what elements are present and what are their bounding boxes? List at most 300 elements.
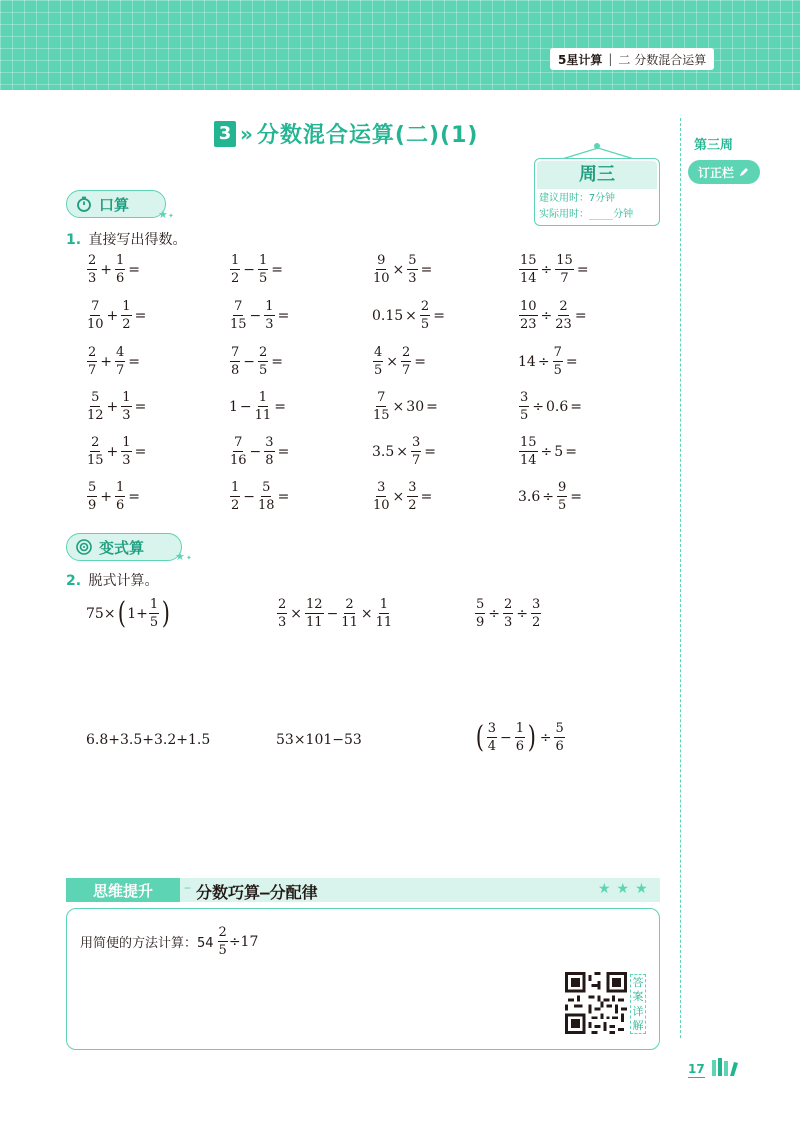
operator: + — [100, 261, 113, 278]
fraction — [519, 254, 538, 285]
denominator: 10 — [373, 498, 390, 513]
problem-6 — [474, 719, 566, 755]
numerator: 1 — [259, 253, 268, 268]
operator: × — [405, 307, 417, 324]
denominator: 18 — [258, 498, 275, 513]
denominator: 23 — [555, 317, 572, 332]
denominator: 3 — [265, 317, 274, 332]
denominator: 7 — [402, 363, 411, 378]
equals-sign: = — [134, 307, 147, 324]
question-1-text: 直接写出得数。 — [88, 232, 187, 248]
numerator: 9 — [558, 480, 567, 495]
unit-title: 二 分数混合运算 — [618, 52, 707, 67]
denominator: 23 — [520, 317, 537, 332]
numerator: 3 — [377, 480, 386, 495]
numerator: 3 — [532, 597, 541, 612]
oral-item — [229, 300, 291, 331]
denominator: 8 — [231, 363, 240, 378]
numerator: 7 — [234, 435, 243, 450]
operator: − — [243, 488, 256, 505]
fraction — [230, 254, 240, 285]
numerator: 12 — [306, 597, 323, 612]
oral-item — [229, 481, 291, 512]
fraction — [264, 436, 274, 467]
problem-4-text: 6.8+3.5+3.2+1.5 — [86, 732, 211, 748]
fraction — [373, 391, 390, 422]
numerator: 9 — [377, 253, 386, 268]
fraction — [515, 722, 525, 753]
oral-item — [86, 436, 148, 467]
fraction — [87, 436, 104, 467]
operator: + — [100, 353, 113, 370]
fraction — [87, 254, 97, 285]
equals-sign: = — [424, 443, 437, 460]
denominator: 6 — [116, 498, 125, 513]
equals-sign: = — [134, 443, 147, 460]
numerator: 5 — [555, 721, 564, 736]
oral-item — [86, 254, 142, 285]
lesson-title-text: 分数混合运算(二)(1) — [256, 123, 479, 148]
fraction — [531, 598, 541, 629]
numerator: 2 — [559, 299, 568, 314]
numerator: 2 — [88, 345, 97, 360]
numerator: 15 — [520, 253, 537, 268]
oral-item — [372, 391, 440, 422]
oral-item — [518, 254, 591, 285]
target-icon — [75, 538, 93, 556]
oral-item — [518, 391, 584, 422]
section-variant-pill — [66, 533, 182, 561]
equals-sign: = — [420, 261, 433, 278]
oral-item — [518, 346, 580, 377]
denominator: 9 — [88, 498, 97, 513]
oral-item — [372, 481, 434, 512]
whole-number: 30 — [406, 398, 425, 415]
problem-3 — [474, 598, 542, 629]
problem-5-text: 53×101−53 — [276, 732, 362, 748]
fraction — [121, 300, 131, 331]
qr-code-icon[interactable] — [565, 972, 627, 1034]
denominator: 6 — [116, 271, 125, 286]
fraction — [230, 436, 247, 467]
think-question-tail: ÷17 — [228, 933, 259, 950]
denominator: 12 — [87, 408, 104, 423]
section-oral-label: 口算 — [99, 195, 130, 214]
oral-item — [229, 346, 285, 377]
oral-item — [86, 481, 142, 512]
operator: ÷ — [537, 353, 550, 370]
denominator: 3 — [278, 615, 287, 630]
numerator: 5 — [88, 480, 97, 495]
fraction — [230, 481, 240, 512]
numerator: 7 — [553, 345, 562, 360]
problem-1 — [86, 595, 172, 631]
denominator: 5 — [420, 317, 430, 332]
numerator: 3 — [412, 435, 421, 450]
denominator: 2 — [408, 498, 417, 513]
think-tag — [66, 878, 180, 902]
fraction — [87, 481, 97, 512]
operator: × — [392, 488, 405, 505]
denominator: 7 — [116, 363, 125, 378]
denominator: 5 — [218, 943, 227, 958]
star-icon: ★ — [158, 208, 168, 221]
oral-item — [229, 254, 285, 285]
denominator: 8 — [265, 453, 274, 468]
fraction — [519, 436, 538, 467]
denominator: 5 — [553, 363, 562, 378]
equals-sign: = — [426, 398, 438, 415]
problem-4 — [86, 732, 210, 748]
problem-1-one: 1+ — [127, 605, 148, 622]
operator: + — [106, 307, 119, 324]
numerator: 2 — [402, 345, 411, 360]
denominator: 11 — [254, 408, 272, 423]
equals-sign: = — [565, 353, 578, 370]
operator: × — [392, 261, 405, 278]
oral-item — [372, 436, 438, 467]
numerator: 2 — [345, 597, 354, 612]
equals-sign: = — [271, 353, 284, 370]
equals-sign: = — [134, 398, 147, 415]
oral-item — [518, 481, 584, 512]
denominator: 5 — [374, 363, 383, 378]
week-label: 第三周 — [694, 138, 734, 153]
numerator: 4 — [116, 345, 125, 360]
numerator: 1 — [116, 480, 125, 495]
operator: × — [396, 443, 408, 460]
denominator: 2 — [532, 615, 541, 630]
denominator: 5 — [558, 498, 567, 513]
equals-sign: = — [576, 261, 589, 278]
fraction — [87, 391, 104, 422]
operator: × — [392, 398, 405, 415]
numerator: 3 — [520, 390, 529, 405]
numerator: 1 — [231, 480, 240, 495]
fraction — [230, 300, 247, 331]
equals-sign: = — [277, 443, 290, 460]
numerator: 2 — [259, 345, 268, 360]
fraction — [420, 300, 430, 331]
fraction — [87, 300, 104, 331]
oral-item — [229, 391, 288, 422]
problem-5 — [276, 732, 362, 748]
numerator: 1 — [258, 390, 268, 405]
page-number: 17 — [688, 1062, 705, 1076]
operator: − — [243, 261, 256, 278]
oral-item — [372, 254, 434, 285]
operator: − — [249, 443, 262, 460]
operator: ÷ — [516, 605, 529, 622]
fraction — [373, 481, 390, 512]
equals-sign: = — [274, 398, 286, 415]
numerator: 5 — [476, 597, 485, 612]
paren-right: ) — [161, 595, 171, 631]
denominator: 9 — [476, 615, 485, 630]
fraction — [115, 481, 125, 512]
equals-sign: = — [128, 353, 141, 370]
oral-item — [86, 391, 148, 422]
operator: × — [386, 353, 399, 370]
question-2-number: 2. — [66, 573, 82, 589]
fraction — [407, 481, 417, 512]
fraction — [407, 254, 417, 285]
numerator: 15 — [520, 435, 537, 450]
answer-detail-tag[interactable] — [630, 974, 646, 1034]
denominator: 3 — [504, 615, 513, 630]
numerator: 1 — [379, 597, 388, 612]
denominator: 2 — [231, 498, 240, 513]
numerator: 2 — [91, 435, 100, 450]
denominator: 3 — [408, 271, 417, 286]
denominator: 11 — [341, 615, 358, 630]
fraction — [277, 598, 287, 629]
denominator: 15 — [373, 408, 390, 423]
operator: ÷ — [540, 307, 553, 324]
numerator: 2 — [88, 253, 97, 268]
fraction — [218, 926, 228, 957]
operator: − — [500, 729, 512, 746]
fraction — [401, 346, 411, 377]
oral-item — [372, 346, 428, 377]
operator: ÷ — [539, 729, 552, 746]
correction-divider — [680, 118, 681, 1038]
correction-tag — [688, 160, 760, 184]
fraction — [255, 391, 272, 422]
denominator: 11 — [306, 615, 323, 630]
numerator: 1 — [122, 435, 131, 450]
denominator: 5 — [520, 408, 529, 423]
denominator: 3 — [122, 453, 131, 468]
equals-sign: = — [277, 488, 290, 505]
think-question-text: 用简便的方法计算：54 — [80, 936, 214, 951]
fraction — [121, 391, 131, 422]
equals-sign: = — [574, 307, 587, 324]
whole-number: 3.5 — [372, 443, 395, 460]
series-tag — [550, 48, 714, 70]
paren-right: ) — [527, 719, 536, 755]
problem-1-prefix: 75× — [86, 605, 116, 622]
answer-tag-char: 案 — [632, 990, 644, 1004]
fraction — [411, 436, 421, 467]
series-title: 5星计算 — [558, 52, 603, 67]
actual-time: 实际用时：____分钟 — [539, 209, 634, 220]
fraction — [149, 598, 159, 629]
operator: − — [239, 398, 252, 415]
operator: + — [100, 488, 113, 505]
equals-sign: = — [565, 443, 577, 460]
lesson-number: 3 — [214, 121, 236, 147]
oral-item — [372, 300, 447, 331]
equals-sign: = — [433, 307, 445, 324]
fraction — [258, 254, 268, 285]
numerator: 1 — [122, 299, 131, 314]
numerator: 3 — [487, 721, 496, 736]
denominator: 5 — [259, 363, 268, 378]
fraction — [376, 598, 393, 629]
denominator: 10 — [373, 271, 390, 286]
fraction — [341, 598, 358, 629]
equals-sign: = — [570, 488, 583, 505]
think-tag-label: 思维提升 — [92, 881, 153, 900]
denominator: 7 — [412, 453, 421, 468]
question-2-text: 脱式计算。 — [88, 573, 159, 589]
fraction — [87, 346, 97, 377]
whole-number: 14 — [518, 353, 536, 370]
fraction — [487, 722, 497, 753]
numerator: 1 — [149, 597, 159, 612]
denominator: 5 — [259, 271, 268, 286]
oral-item — [229, 436, 291, 467]
numerator: 2 — [420, 299, 430, 314]
operator: − — [326, 605, 339, 622]
correction-label: 订正栏 — [697, 165, 734, 180]
numerator: 2 — [218, 925, 227, 940]
fraction — [519, 391, 529, 422]
numerator: 1 — [122, 390, 131, 405]
star-icon: ✦ — [186, 554, 192, 562]
day-label: 周三 — [537, 161, 657, 189]
denominator: 14 — [520, 271, 537, 286]
operator: ÷ — [542, 488, 554, 505]
denominator: 10 — [87, 317, 104, 332]
numerator: 4 — [374, 345, 383, 360]
numerator: 7 — [231, 345, 240, 360]
operator: ÷ — [488, 605, 501, 622]
denominator: 5 — [149, 615, 159, 630]
denominator: 15 — [230, 317, 247, 332]
section-variant-label: 变式算 — [99, 538, 145, 557]
fraction — [258, 346, 268, 377]
oral-item — [518, 300, 589, 331]
fraction — [373, 346, 383, 377]
answer-tag-char: 答 — [632, 975, 644, 989]
answer-tag-char: 详 — [632, 1004, 644, 1018]
numerator: 1 — [231, 253, 240, 268]
equals-sign: = — [128, 488, 141, 505]
numerator: 1 — [116, 253, 125, 268]
paren-left: ( — [475, 719, 484, 755]
problem-2 — [276, 598, 393, 629]
fraction — [305, 598, 324, 629]
question-1-number: 1. — [66, 232, 82, 248]
numerator: 7 — [377, 390, 386, 405]
think-title: 分数巧算—分配律 — [196, 883, 318, 902]
operator: + — [106, 443, 119, 460]
fraction — [115, 254, 125, 285]
denominator: 2 — [231, 271, 240, 286]
fraction — [373, 254, 390, 285]
equals-sign: = — [570, 398, 583, 415]
denominator: 6 — [515, 739, 525, 754]
whole-number: 0.6 — [546, 398, 569, 415]
equals-sign: = — [414, 353, 427, 370]
operator: × — [360, 605, 373, 622]
series-separator: | — [608, 52, 613, 66]
whole-number: 3.6 — [518, 488, 541, 505]
denominator: 3 — [122, 408, 131, 423]
denominator: 7 — [560, 271, 569, 286]
whole-number: 1 — [229, 398, 238, 415]
denominator: 16 — [230, 453, 247, 468]
equals-sign: = — [271, 261, 284, 278]
stopwatch-icon — [75, 195, 93, 213]
oral-item — [518, 436, 579, 467]
operator: ÷ — [532, 398, 545, 415]
fraction — [503, 598, 513, 629]
header-band — [0, 0, 800, 90]
day-card — [534, 158, 660, 226]
operator: − — [243, 353, 256, 370]
fraction — [554, 722, 564, 753]
denominator: 7 — [88, 363, 97, 378]
denominator: 15 — [87, 453, 104, 468]
whole-number: 0.15 — [372, 307, 404, 324]
whole-number: 5 — [554, 443, 564, 460]
numerator: 5 — [91, 390, 100, 405]
oral-item — [86, 346, 142, 377]
numerator: 5 — [262, 480, 271, 495]
fraction — [475, 598, 485, 629]
think-question — [80, 926, 258, 957]
equals-sign: = — [277, 307, 290, 324]
think-dash: – — [184, 880, 191, 896]
denominator: 2 — [122, 317, 131, 332]
paren-left: ( — [117, 595, 126, 631]
section-oral-pill — [66, 190, 166, 218]
equals-sign: = — [420, 488, 433, 505]
numerator: 7 — [234, 299, 243, 314]
fraction — [115, 346, 125, 377]
question-1 — [66, 229, 187, 249]
fraction — [519, 300, 538, 331]
fraction — [230, 346, 240, 377]
fraction — [557, 481, 567, 512]
numerator: 5 — [408, 253, 417, 268]
numerator: 2 — [504, 597, 513, 612]
chevron-right-icon: » — [240, 121, 253, 146]
pencil-icon — [738, 166, 750, 178]
books-icon — [711, 1056, 739, 1076]
denominator: 3 — [88, 271, 97, 286]
fraction — [555, 300, 572, 331]
numerator: 7 — [91, 299, 100, 314]
numerator: 3 — [408, 480, 417, 495]
fraction — [258, 481, 275, 512]
fraction — [121, 436, 131, 467]
question-2 — [66, 570, 159, 590]
denominator: 14 — [520, 453, 537, 468]
operator: + — [106, 398, 119, 415]
denominator: 6 — [555, 739, 564, 754]
numerator: 2 — [278, 597, 287, 612]
operator: × — [290, 605, 303, 622]
operator: ÷ — [540, 261, 553, 278]
suggested-time: 建议用时：7分钟 — [539, 193, 616, 204]
operator: ÷ — [540, 443, 553, 460]
answer-tag-char: 解 — [632, 1019, 644, 1033]
lesson-title — [214, 118, 478, 149]
operator: − — [249, 307, 262, 324]
star-icon: ✦ — [168, 212, 174, 220]
fraction — [555, 254, 574, 285]
denominator: 4 — [487, 739, 496, 754]
oral-item — [86, 300, 148, 331]
think-stars: ★★★ — [598, 881, 654, 897]
numerator: 10 — [520, 299, 537, 314]
fraction — [553, 346, 563, 377]
denominator: 11 — [375, 615, 393, 630]
